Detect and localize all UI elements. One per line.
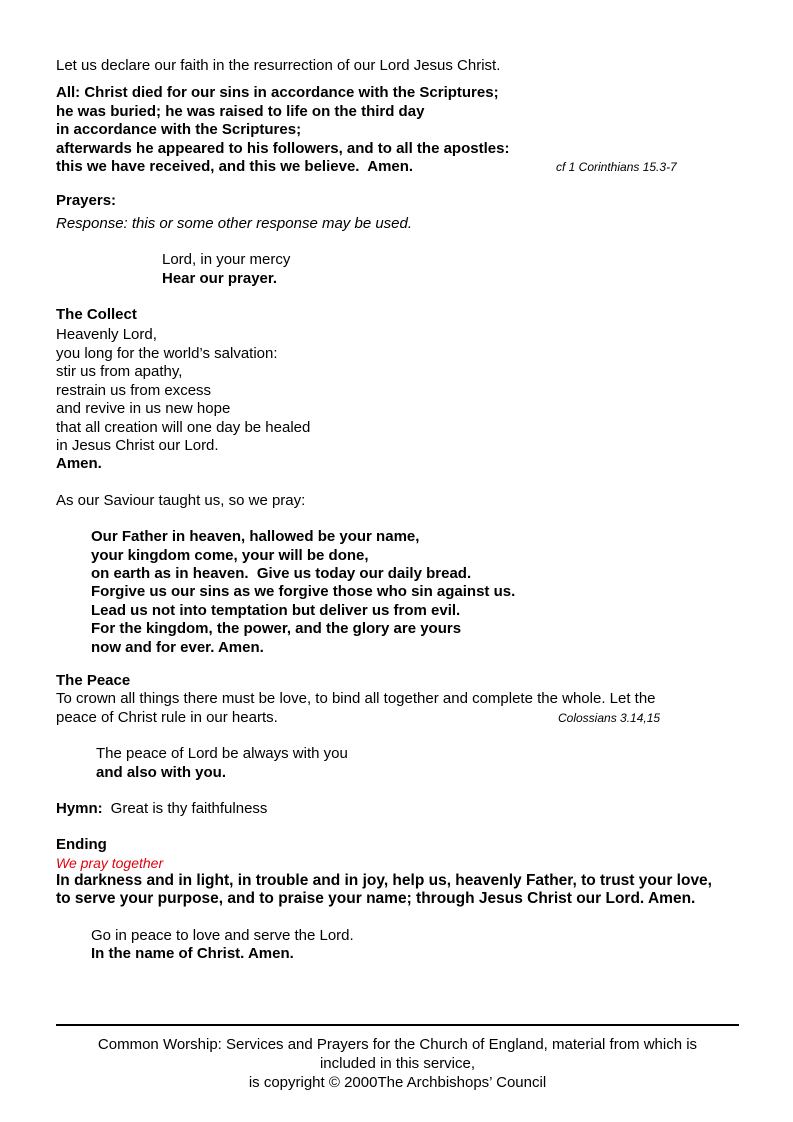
service-sheet	[56, 57, 746, 963]
copyright-footer	[56, 1035, 739, 1092]
prayers-response-block	[162, 251, 746, 288]
lords-prayer-line: your kingdom come, your will be done,	[91, 546, 369, 564]
prayers-call: Lord, in your mercy	[162, 251, 291, 269]
dismissal-call: Go in peace to love and serve the Lord.	[91, 926, 354, 944]
footer-line: is copyright © 2000The Archbishops’ Council	[248, 1074, 547, 1091]
peace-call: The peace of Lord be always with you	[96, 745, 348, 763]
collect-line: Heavenly Lord,	[56, 326, 157, 344]
collect-line: you long for the world’s salvation:	[56, 344, 278, 362]
peace-text-line: To crown all things there must be love, to bind all together and complete the whole. Let the	[56, 690, 656, 708]
ending-prayer-line: In darkness and in light, in trouble and in joy, help us, heavenly Father, to trust your love,	[56, 871, 712, 889]
lords-prayer-line: For the kingdom, the power, and the glory are yours	[91, 620, 462, 638]
dismissal-response: In the name of Christ. Amen.	[91, 945, 294, 963]
dismissal	[91, 927, 746, 964]
hymn-label: Hymn:	[56, 800, 103, 817]
footer-divider	[56, 1024, 739, 1026]
collect-line: that all creation will one day be healed	[56, 418, 311, 436]
footer-line: included in this service,	[319, 1055, 476, 1072]
lords-prayer-line: Forgive us our sins as we forgive those who sin against us.	[91, 583, 516, 601]
creed-intro: Let us declare our faith in the resurrection of our Lord Jesus Christ.	[56, 57, 501, 74]
collect-line: and revive in us new hope	[56, 400, 231, 418]
peace-heading: The Peace	[56, 671, 131, 689]
hymn	[56, 800, 746, 818]
collect-heading: The Collect	[56, 306, 137, 324]
collect-text	[56, 326, 746, 473]
collect-line: stir us from apathy,	[56, 363, 183, 381]
creed	[56, 84, 746, 176]
creed-line: All: Christ died for our sins in accordance with the Scriptures;	[56, 84, 499, 102]
prayers-instruction: Response: this or some other response may be used.	[56, 214, 413, 232]
prayers-response: Hear our prayer.	[162, 269, 278, 287]
peace-citation: Colossians 3.14,15	[558, 711, 661, 726]
lords-prayer-line: now and for ever. Amen.	[91, 638, 264, 656]
ending-prayer-line: to serve your purpose, and to praise your name; through Jesus Christ our Lord. Amen.	[56, 890, 696, 908]
peace-text	[56, 690, 746, 727]
collect-line: restrain us from excess	[56, 381, 212, 399]
footer-line: Common Worship: Services and Prayers for the Church of England, material from which is	[97, 1036, 698, 1053]
lords-prayer	[91, 528, 746, 657]
lords-prayer-line: Lead us not into temptation but deliver us from evil.	[91, 601, 461, 619]
creed-line: in accordance with the Scriptures;	[56, 121, 302, 139]
creed-line: he was buried; he was raised to life on the third day	[56, 102, 425, 120]
peace-response: and also with you.	[96, 763, 227, 781]
peace-exchange	[96, 745, 746, 782]
collect-amen: Amen.	[56, 455, 102, 473]
collect-line: in Jesus Christ our Lord.	[56, 436, 219, 454]
lords-prayer-line: on earth as in heaven. Give us today our daily bread.	[91, 564, 472, 582]
lords-prayer-line: Our Father in heaven, hallowed be your name,	[91, 528, 420, 546]
peace-text-line: peace of Christ rule in our hearts.	[56, 708, 278, 726]
creed-line: this we have received, and this we believe. Amen.	[56, 158, 414, 176]
ending-subheading: We pray together	[56, 854, 164, 871]
creed-citation: cf 1 Corinthians 15.3-7	[556, 160, 677, 175]
hymn-title: Great is thy faithfulness	[110, 800, 268, 817]
creed-line: afterwards he appeared to his followers, and to all the apostles:	[56, 139, 510, 157]
prayers-heading: Prayers:	[56, 192, 117, 210]
ending-heading: Ending	[56, 836, 107, 854]
lords-prayer-intro: As our Saviour taught us, so we pray:	[56, 491, 306, 509]
